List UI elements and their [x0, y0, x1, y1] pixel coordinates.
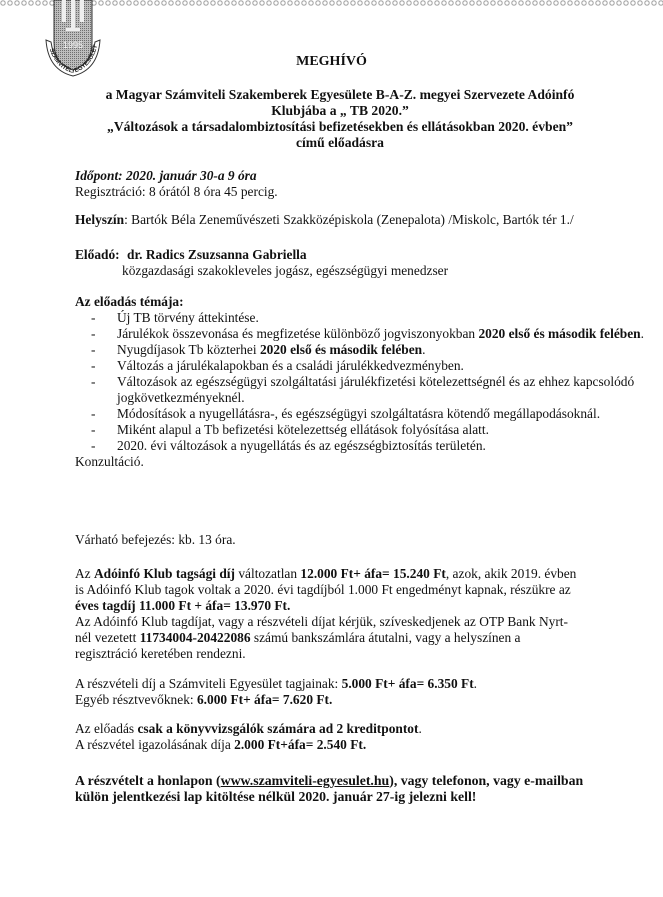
topic-bold-text: 2020 első és második felében [478, 326, 641, 341]
topic-item [75, 406, 645, 422]
topics-section [75, 294, 645, 470]
topic-text [117, 438, 645, 454]
location-section [75, 212, 645, 228]
topic-item [75, 342, 645, 358]
topic-text [117, 310, 645, 326]
registration-time: Regisztráció: 8 órától 8 óra 45 percig. [75, 184, 278, 199]
crest-arc-text: SZÁMVITELI EGYESÜLET [47, 44, 100, 76]
topic-plain-text: Változások az egészségügyi szolgáltatási járulékfizetési kötelezettségnél és az ehhez kapcsolódó jogkövetkezményeknél. [117, 374, 635, 405]
speaker-label: Előadó: [75, 247, 120, 262]
membership-text: változatlan [234, 566, 301, 581]
membership-fee-amount: 12.000 Ft+ áfa= 15.240 Ft [300, 566, 446, 581]
member-fee-end: . [473, 676, 478, 691]
bullet-dash: - [91, 374, 96, 389]
speaker-title: közgazdasági szakokleveles jogász, egészségügyi menedzser [122, 263, 449, 278]
fees-section [75, 676, 645, 708]
membership-section [75, 566, 645, 662]
topic-text [117, 422, 645, 438]
topic-text [117, 326, 645, 342]
membership-discounted-fee: éves tagdíj 11.000 Ft + áfa= 13.970 Ft. [75, 598, 291, 613]
topic-item [75, 374, 645, 406]
topic-text [117, 374, 645, 406]
crest-year: 1995 [62, 40, 84, 50]
payment-text: regisztráció keretében rendezni. [75, 646, 246, 661]
topic-text [117, 358, 645, 374]
notice-deadline: külön jelentkezési lap kitöltése nélkül 2020. január 27-ig jelezni kell! [75, 789, 477, 804]
bullet-dash: - [91, 406, 96, 421]
consultation: Konzultáció. [75, 454, 144, 469]
topic-item [75, 438, 645, 454]
credit-text: Az előadás [75, 721, 138, 736]
bullet-dash: - [91, 422, 96, 437]
end-time-text: Várható befejezés: kb. 13 óra. [75, 532, 236, 547]
website-link[interactable]: www.szamviteli-egyesulet.hu [220, 773, 390, 788]
invitation-subtitle [60, 87, 620, 151]
other-fee-amount: 6.000 Ft+ áfa= 7.620 Ft. [196, 692, 333, 707]
topics-list [75, 310, 645, 454]
certificate-fee-amount: 2.000 Ft+áfa= 2.540 Ft. [234, 737, 367, 752]
bank-account-number: 11734004-20422086 [139, 630, 251, 645]
topic-end-text: . [422, 342, 426, 357]
topic-end-text: . [640, 326, 644, 341]
time-value: 2020. január 30-a 9 óra [125, 168, 257, 183]
membership-discount-text: is Adóinfó Klub tagok voltak a 2020. évi tagdíjból 1.000 Ft engedményt kapnak, részükre az [75, 582, 571, 597]
topic-plain-text: Miként alapul a Tb befizetési kötelezettség ellátások folyósítása alatt. [117, 422, 489, 437]
subtitle-line-1: a Magyar Számviteli Szakemberek Egyesülete B-A-Z. megyei Szervezete Adóinfó [105, 87, 575, 102]
topic-item [75, 326, 645, 342]
topic-item [75, 310, 645, 326]
bullet-dash: - [91, 310, 96, 325]
membership-text: , azok, akik 2019. évben [445, 566, 577, 581]
credit-text: . [418, 721, 422, 736]
topic-text [117, 342, 645, 358]
subtitle-line-2: Klubjába a „ TB 2020.” [271, 103, 409, 118]
speaker-name: dr. Radics Zsuzsanna Gabriella [127, 247, 307, 262]
subtitle-line-3: „Változások a társadalombiztosítási befizetésekben és ellátásokban 2020. évben” [107, 119, 573, 134]
subtitle-line-4: című előadásra [296, 135, 384, 150]
location-value: : Bartók Béla Zeneművészeti Szakközépiskola (Zenepalota) /Miskolc, Bartók tér 1./ [124, 212, 574, 227]
membership-text: Az [75, 566, 94, 581]
notice-text: A részvételt a honlapon ( [75, 773, 221, 788]
notice-text: ), vagy telefonon, vagy e-mailban [389, 773, 584, 788]
other-fee-label: Egyéb résztvevőknek: [75, 692, 197, 707]
topics-heading: Az előadás témája: [75, 294, 184, 309]
registration-notice [75, 773, 645, 805]
topic-plain-text: 2020. évi változások a nyugellátás és az egészségbiztosítás területén. [117, 438, 486, 453]
speaker-section [75, 247, 645, 279]
payment-instructions: Az Adóinfó Klub tagdíjat, vagy a részvételi díjat kérjük, szíveskedjenek az OTP Bank Nyrt- [75, 614, 568, 629]
end-time [75, 532, 645, 548]
page-title: MEGHÍVÓ [296, 54, 367, 69]
time-label: Időpont: [75, 168, 123, 183]
membership-fee-label: Adóinfó Klub tagsági díj [93, 566, 235, 581]
topic-plain-text: Járulékok összevonása és megfizetése különböző jogviszonyokban [117, 326, 479, 341]
certificate-fee-label: A részvétel igazolásának díja [75, 737, 235, 752]
topic-plain-text: Változás a járulékalapokban és a családi járulékkedvezményben. [117, 358, 464, 373]
payment-text: számú bankszámlára átutalni, vagy a helyszínen a [250, 630, 521, 645]
topic-item [75, 358, 645, 374]
bullet-dash: - [91, 326, 96, 341]
bullet-dash: - [91, 342, 96, 357]
bullet-dash: - [91, 438, 96, 453]
bullet-dash: - [91, 358, 96, 373]
topic-bold-text: 2020 első és második felében [259, 342, 423, 357]
event-time-section [75, 168, 645, 200]
topic-text [117, 406, 645, 422]
topic-plain-text: Új TB törvény áttekintése. [117, 310, 259, 325]
credit-points: csak a könyvvizsgálók számára ad 2 kreditpontot [137, 721, 419, 736]
topic-plain-text: Módosítások a nyugellátásra-, és egészségügyi szolgáltatásra kötendő megállapodásoknál. [117, 406, 601, 421]
location-label: Helyszín [75, 212, 125, 227]
topic-plain-text: Nyugdíjasok Tb közterhei [117, 342, 260, 357]
payment-text: nél vezetett [75, 630, 140, 645]
topic-item [75, 422, 645, 438]
member-fee-amount: 5.000 Ft+ áfa= 6.350 Ft [341, 676, 474, 691]
member-fee-label: A részvételi díj a Számviteli Egyesület tagjainak: [75, 676, 342, 691]
credit-section [75, 721, 645, 753]
